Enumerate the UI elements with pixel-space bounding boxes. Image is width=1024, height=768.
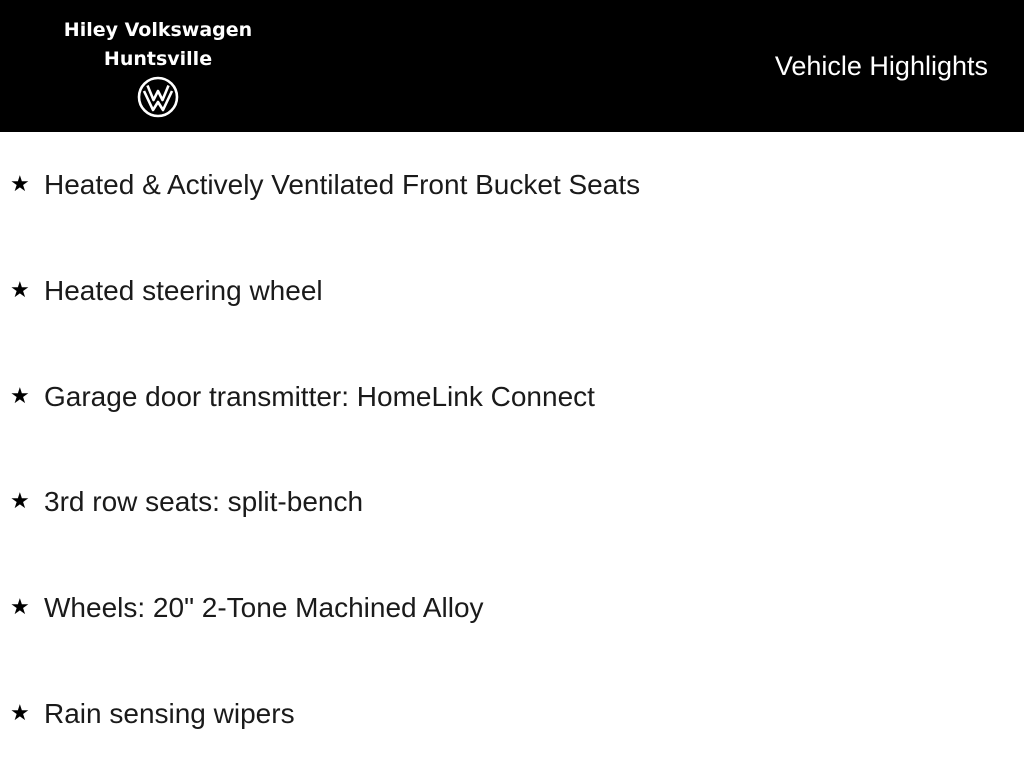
star-icon: ★ [10, 278, 30, 303]
highlight-text: Wheels: 20" 2-Tone Machined Alloy [44, 592, 484, 623]
volkswagen-logo-icon [137, 76, 179, 118]
highlight-text: Heated steering wheel [44, 275, 323, 306]
star-icon: ★ [10, 701, 30, 726]
highlight-text: Heated & Actively Ventilated Front Bucket Seats [44, 169, 641, 200]
highlights-list [0, 132, 1024, 768]
list-item [0, 378, 1024, 418]
highlight-text: 3rd row seats: split-bench [44, 486, 364, 517]
star-icon: ★ [10, 384, 30, 409]
dealer-name-line2: Huntsville [103, 48, 213, 70]
list-item [0, 695, 1024, 735]
list-item [0, 483, 1024, 523]
dealer-name-line1: Hiley Volkswagen [63, 19, 253, 41]
highlight-text: Rain sensing wipers [44, 698, 295, 729]
list-item [0, 272, 1024, 312]
page-title: Vehicle Highlights [774, 51, 988, 81]
list-item [0, 166, 1024, 206]
star-icon: ★ [10, 172, 30, 197]
highlight-text: Garage door transmitter: HomeLink Connect [44, 381, 595, 412]
star-icon: ★ [10, 595, 30, 620]
star-icon: ★ [10, 489, 30, 514]
dealer-name [58, 16, 258, 74]
header-banner [0, 0, 1024, 132]
list-item [0, 589, 1024, 629]
